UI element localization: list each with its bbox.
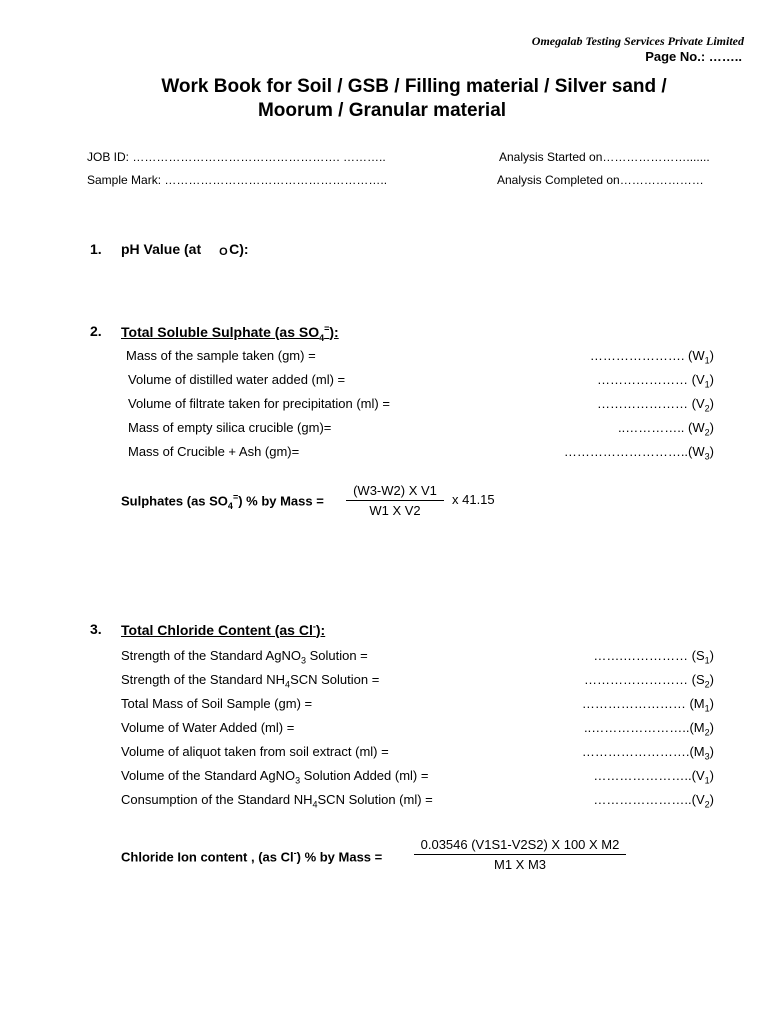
sulphate-formula-label: Sulphates (as $SO_4^=$) % by Mass =	[121, 492, 324, 511]
chloride-row-value: $\dots\dots\dots\dots\dots\dots\dots..(V_2)$	[593, 792, 714, 810]
company-name: Omegalab Testing Services Private Limited	[531, 34, 744, 48]
section-3-heading: Total Chloride Content (as Cl-):	[121, 621, 326, 638]
sulphate-row-value: ..………….. $(W_2)$	[617, 420, 714, 438]
section-3-number: 3.	[90, 621, 102, 637]
sulphate-row-value: ………………… $(V_1)$	[597, 372, 714, 390]
sulphate-formula-fraction	[346, 483, 444, 518]
chloride-row-label: Consumption of the Standard $NH_4SCN$ Solution (ml) =	[121, 792, 433, 810]
chloride-formula-label: Chloride Ion content , (as Cl-) % by Mass =	[121, 848, 383, 865]
chloride-row-value: …………………… $(S_2)$	[584, 672, 714, 690]
sulphate-multiplier: x 41.15	[452, 492, 495, 507]
sulphate-row-value: …………………. $(W_1)$	[589, 348, 714, 366]
sulphate-numerator: (W3-W2) X V1	[353, 483, 437, 498]
sulphate-row-value: ………………… $(V_2)$	[597, 396, 714, 414]
document-title-line2: Moorum / Granular material	[257, 100, 507, 121]
chloride-row-label: Volume of aliquot taken from soil extract (ml) =	[121, 744, 389, 759]
analysis-completed-field: Analysis Completed on…………………	[497, 173, 704, 187]
chloride-row-label: Strength of the Standard AgNO$_3$ Solution =	[121, 648, 368, 666]
section-1-number: 1.	[90, 241, 102, 257]
chloride-row-label: Volume of Water Added (ml) =	[121, 720, 295, 735]
chloride-denominator: M1 X M3	[414, 854, 626, 872]
chloride-row-value: $..\dots\dots\dots\dots\dots\dots\dots..(M_2)$	[584, 720, 714, 738]
sample-mark-field: Sample Mark: ………………………………………………..	[87, 173, 388, 187]
chloride-row-value: $\dots\dots\dots\dots\dots\dots\dots..(V_1)$	[593, 768, 714, 786]
section-1-heading: pH Value (at O C):	[121, 241, 249, 258]
sulphate-row-value: $\dots\dots\dots\dots\dots\dots\dots\dots\dots..(W_3)$	[563, 444, 714, 462]
chloride-row-value: …………………… $(M_1)$	[581, 696, 714, 714]
chloride-formula-fraction	[414, 837, 626, 872]
section-2-heading: Total Soluble Sulphate (as $SO_4^=$):	[121, 323, 339, 343]
document-title-line1: Work Book for Soil / GSB / Filling material / Silver sand /	[161, 76, 667, 97]
page-number: Page No.: ……..	[645, 49, 742, 64]
chloride-row-label: Total Mass of Soil Sample (gm) =	[121, 696, 313, 711]
sulphate-denominator: W1 X V2	[346, 500, 444, 518]
sulphate-row-label: Mass of the sample taken (gm) =	[126, 348, 316, 363]
chloride-row-label: Strength of the Standard $NH_4SCN$ Solution =	[121, 672, 380, 690]
job-id-field: JOB ID: ……………………………………………. ………..	[87, 150, 386, 164]
analysis-started-field: Analysis Started on………………….......	[499, 150, 710, 164]
chloride-numerator: 0.03546 (V1S1-V2S2) X 100 X M2	[420, 837, 620, 852]
sulphate-row-label: Volume of filtrate taken for precipitation (ml) =	[128, 396, 390, 411]
chloride-row-label: Volume of the Standard AgNO$_3$ Solution Added (ml) =	[121, 768, 429, 786]
chloride-row-value: …….…………… $(S_1)$	[593, 648, 714, 666]
sulphate-row-label: Mass of empty silica crucible (gm)=	[128, 420, 332, 435]
chloride-row-value: $\dots\dots\dots\dots\dots\dots\dots\dots.(M_3)$	[581, 744, 714, 762]
sulphate-row-label: Mass of Crucible + Ash (gm)=	[128, 444, 300, 459]
section-2-number: 2.	[90, 323, 102, 339]
sulphate-row-label: Volume of distilled water added (ml) =	[128, 372, 346, 387]
